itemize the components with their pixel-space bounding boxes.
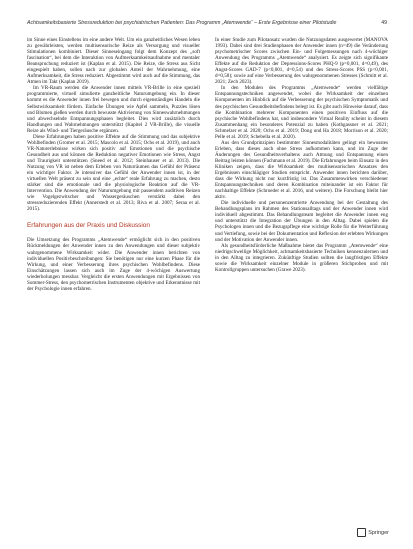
springer-horse-icon [357, 528, 366, 537]
publisher-logo [357, 528, 389, 537]
publisher-name: Springer [368, 529, 389, 536]
paragraph: Diese Erfahrungen haben positive Effekte auf die Stimmung und das subjektive Wohlbefinden (Gromer et al. 2015; Mascolo et al. 2015; Ochs et al. 2019), und auch VR-Naturerlebnisse wirken sich positiv auf Emotionen und die psychische Gesundheit aus und können die Reduktion negativer Emotionen wie Stress, Angst und Traurigkeit unterstützen (Sneed et al. 2012; Steinhauser et al. 2013). Die Nutzung von VR ist neben dem Erleben von Naturräumen das Gefühl der Präsenz ein wichtiger Faktor. Je intensiver das Gefühl der Anwender innen ist, in der virtuellen Welt präsent zu sein und eine „echte“ reale Erfahrung zu machen, desto stärker sind die emotionale und die physiologische Reaktion auf die VR-Intervention. Die Anwendung der Naturumgebung mit passendem auditiven Reizen wie Vogelgezwitscher und Wassergeräuschen verstärkt dabei den stressreduzierenden Effekt (Annerstedt et al. 2013; Riva et al. 2007; Seraa et al. 2015). [27, 133, 200, 213]
paragraph: Die Umsetzung des Programms „Atemwende“ ermöglicht sich in den positiven Rückmeldungen der Anwender innen zu den Anwendungen und dieser subjektiv wahrgenommene Wirksamkeit wider. Die Anwender innen berichten von individuellen Positivbeschreibungen: Sie benötigen nur eine kurzen Phase für die Wirkung, und einer Verbesserung ihres psychischen Wohlbefindens. Diese Einschätzungen lassen sich auch im Zuge der 4-wöchigen Auswertung wiederholungen messbar. Vergleicht die ersten Anwendungen mit Ergebnissen von Sommer-Stress, den psychometrischen Instrumenten objektive und Erkenntnisse mit der Psychologie innen erfahren. [27, 237, 200, 292]
section-heading: Erfahrungen aus der Praxis und Diskussion [27, 222, 150, 230]
paragraph: Als gesundheitsförderliche Maßnahme bietet das Programm „Atemwende“ eine niedrigschwellige Möglichkeit, achtsamkeitsbasierte Techniken kennenzulernen und in den Alltag zu integrieren. Zukünftige Studien sollten die langfristigen Effekte sowie die Wirksamkeit einzelner Module in größeren Stichproben und mit Kontrollgruppen untersuchen (Grawe 2023). [215, 242, 388, 273]
paragraph: Aus den Grundprinzipien bestimmter Sinnesmodalitäten gelingt ein bewusstes Erleben, dass dieses auch ohne Stress aufkommen kann, und im Zuge der Änderungen des Gesundheitsverhaltens auch Atmung und Entspannung einen Beitrag leisten können (Fachmann et al. 2019). Die Erfahrungen beim Einsatz in den Kliniken zeigen, dass die Wirksamkeit des multisensorischen Ansatzes den Ergebnissen einschlägiger Studien entspricht. Anwender innen berichten darüber, dass die Wirkung nicht nur kurzfristig ist. Das Zusammenwirken verschiedener Entspannungstechniken und deren Kombination miteinander ist ein Faktor für nachhaltige Effekte (Schroeder et al. 2016, und weitere). Die Forschung bleibt hier aktiv. [215, 139, 388, 201]
page-number: 49 [381, 20, 387, 26]
paragraph: im Sinne eines Einstellens im eine andere Welt. Um ein ganzheitliches Wesen leben zu gewährleisten, werden multisensorische Reize als Versorgung und visueller Stimulationen kombiniert. Dieser Sinneseingang folgt dem Konzept des „soft fascination“, bei dem die Interaktion von Aufmerksamkeitsaufnahme und mentaler Beanspruchung reduziert ist (Kaplan et al. 2015). Die Reize, die Stress aus Sicht eingespielt haben, sollen nach zur globalen Anteil der Wahrnehmung, eine Aufmerksamkeit, die Stress reduziert. Abgestimmt wird auch auf die Stimmung, das Atmen im Takt (Kaplan 2019). [27, 37, 200, 86]
paragraph: Die individuelle und personenzentrierte Anwendung bei der Gestaltung des Behandlungsplans im Rahmen des Stationsalltags und der Anwender innen wird individuell abgestimmt. Das Behandlungsteam begleitet die Anwender innen eng und unterstützt die Integration der Übungen in den Alltag. Dabei spielen die Psychologen innen und die Bezugspflege eine wichtige Rolle für die Weiterführung und Vertiefung, sowie bei der Dokumentation und Reflexion der erlebten Wirkungen und der Motivation der Anwender innen. [215, 200, 388, 243]
paragraph: In einer Studie zum Pilotansatz wurden die Nutzungsdaten ausgewertet (MANOVA 1993). Dabei sind drei Studienphasen der Anwender innen (n=49) die Veränderung psychometrischer Scores zwischen Ein- und Folgemessungen nach 4-wöchiger Anwendung des Programms „Atemwende“ analysiert. Es zeigte sich signifikante Effekte auf die Reduktion der Depressions-Scores PHQ-9 (p=0,001, d=0,49), des Angst-Scores GAD-7 (p<0,001, d=0,54) und des Stress-Scores PSS (p<0,001, d=0,58); sowie auf eine Verbesserung des wahrgenommenen Stresses (Schmitt et al. 2021; Zech 2023). [215, 37, 388, 86]
right-column [215, 37, 388, 273]
running-header [27, 20, 387, 32]
left-column [27, 37, 200, 292]
paragraph: In den Modulen des Programms „Atemwende“ werden vielfältige Entspannungstechniken angewendet, wobei die Wirksamkeit der einzelnen Komponenten im Hinblick auf die Verbesserung der psychischen Symptomatik und des psychischen Gesundheitsbefindens belegt ist. Es gibt auch Hinweise darauf, dass die Kombination mehrerer Komponenten einen positiven Einfluss auf die psychische Wohlbefindens hat, und insbesondere Virtual Reality scheint in diesem Zusammenhang ein besonderes Potenzial zu haben (Kothgassner et al. 2021; Schmelzer et al. 2020; Ochs et al. 2019; Dong und Ha 2018; Morrison et al. 2020; Pelle et al. 2019; Schebella et al. 2020). [215, 85, 388, 140]
running-title: Achtsamkeitsbasierte Stressreduktion bei psychiatrischen Patienten: Das Programm „Atemwende“ – Erste Ergebnisse einer Pilotstudie [27, 20, 337, 26]
paragraph: Im VR-Raum werden die Anwender innen mittels VR-Brille in eine speziell programmierte, virtuell simulierte ganzheitliche Naturumgebung ein. In dieser kommt es die Anwender innen frei bewegen und durch eigenständiges Handeln die Selbstwirksamkeit fördern. Einfache Übungen wie Apfel sammeln, Puzzles lösen und Blumen gießen werden durch bewusste Aktivierung von Sinneswahrnehmungen und abwechselnde Entspannungsphasen begleitet. Dies wird zusätzlich durch Handlungen und Wahrnehmungen unterstützt (Kapitel 2 VR-Brille), die visuelle Reize als Wind- und Tiergeräusche ergänzen. [27, 85, 200, 134]
